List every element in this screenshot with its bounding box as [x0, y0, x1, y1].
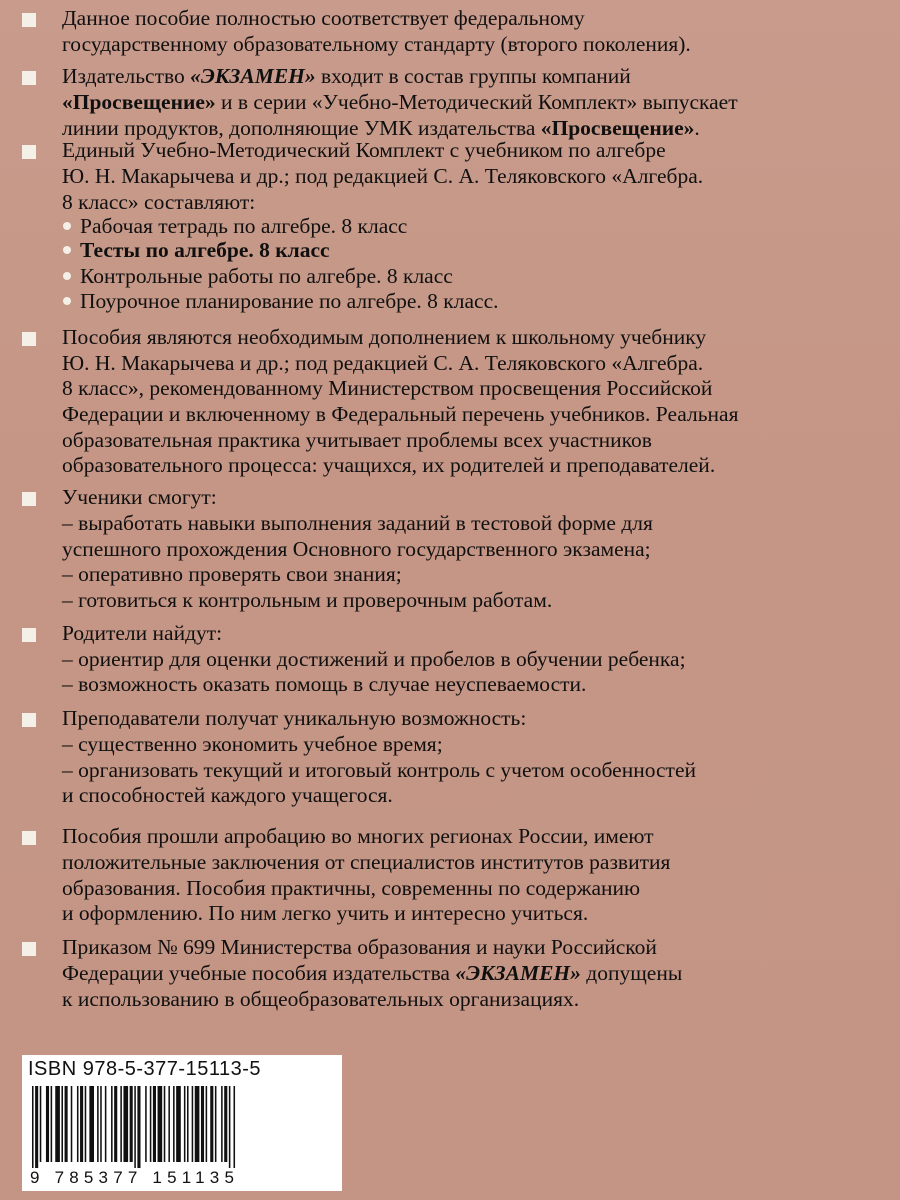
barcode-bar — [224, 1086, 227, 1162]
barcode-bar — [215, 1086, 217, 1162]
barcode-bar — [32, 1086, 34, 1168]
barcode-bar — [100, 1086, 102, 1162]
barcode-bar — [55, 1086, 60, 1162]
text-line: государственному образовательному стандарту (второго поколения). — [62, 32, 691, 56]
square-bullet-icon — [22, 13, 36, 27]
text-line: образовательного процесса: учащихся, их родителей и преподавателей. — [62, 453, 716, 477]
barcode-bar — [137, 1086, 140, 1168]
barcode-bar — [229, 1086, 231, 1168]
list-item: Рабочая тетрадь по алгебре. 8 класс — [80, 214, 408, 238]
text-line: – выработать навыки выполнения заданий в тестовой форме для — [62, 511, 653, 535]
barcode-bar — [97, 1086, 99, 1162]
dot-bullet-icon — [63, 246, 71, 254]
text-line: 8 класс» составляют: — [62, 190, 256, 214]
list-item: Контрольные работы по алгебре. 8 класс — [80, 264, 453, 288]
text-fragment: Издательство — [62, 64, 191, 88]
square-bullet-icon — [22, 713, 36, 727]
barcode-bar — [210, 1086, 213, 1162]
text-line — [62, 960, 682, 986]
square-bullet-icon — [22, 71, 36, 85]
text-line: 8 класс», рекомендованному Министерством просвещения Российской — [62, 376, 713, 400]
text-line: к использованию в общеобразовательных организациях. — [62, 987, 580, 1011]
square-bullet-icon — [22, 831, 36, 845]
list-item: Тесты по алгебре. 8 класс — [80, 238, 330, 262]
text-line: Преподаватели получат уникальную возможность: — [62, 706, 527, 730]
text-line: – существенно экономить учебное время; — [62, 732, 443, 756]
barcode-bar — [89, 1086, 94, 1162]
text-line: Данное пособие полностью соответствует федеральному — [62, 6, 585, 30]
text-line: и оформлению. По ним легко учить и интересно учиться. — [62, 901, 589, 925]
text-fragment: линии продуктов, дополняющие УМК издательства — [62, 116, 541, 140]
text-line: Ю. Н. Макарычева и др.; под редакцией С. А. Теляковского «Алгебра. — [62, 164, 704, 188]
text-line: – оперативно проверять свои знания; — [62, 562, 402, 586]
text-line: Ученики смогут: — [62, 485, 217, 509]
barcode-bar — [176, 1086, 181, 1162]
barcode-bar — [35, 1086, 38, 1168]
barcode-bar — [234, 1086, 236, 1168]
publisher-name: «Просвещение» — [540, 116, 695, 140]
text-line: Пособия прошли апробацию во многих регионах России, имеют — [62, 824, 654, 848]
barcode-icon — [30, 1086, 330, 1168]
text-line: и способностей каждого учащегося. — [62, 783, 393, 807]
list-item: Поурочное планирование по алгебре. 8 класс. — [80, 289, 499, 313]
dot-bullet-icon — [63, 222, 71, 230]
publisher-name: «Просвещение» — [62, 90, 216, 114]
text-line: Родители найдут: — [62, 621, 223, 645]
barcode-bar — [195, 1086, 200, 1162]
dot-bullet-icon — [63, 297, 71, 305]
text-fragment: . — [694, 116, 700, 140]
barcode-bar — [120, 1086, 122, 1162]
barcode-bar — [192, 1086, 194, 1162]
barcode-bar — [164, 1086, 166, 1162]
barcode-bar — [184, 1086, 186, 1162]
text-line: Приказом № 699 Министерства образования и науки Российской — [62, 935, 657, 959]
text-line — [62, 63, 631, 89]
text-line: Пособия являются необходимым дополнением к школьному учебнику — [62, 325, 707, 349]
text-line: Ю. Н. Макарычева и др.; под редакцией С. А. Теляковского «Алгебра. — [62, 351, 704, 375]
text-fragment: входит в состав группы компаний — [315, 64, 631, 88]
barcode-bar — [150, 1086, 152, 1162]
text-fragment: допущены — [580, 961, 683, 985]
barcode-bar — [130, 1086, 133, 1162]
text-fragment: Федерации учебные пособия издательства — [62, 961, 456, 985]
text-line: Федерации и включенному в Федеральный перечень учебников. Реальная — [62, 402, 739, 426]
barcode-digits: 9 785377 151135 — [30, 1168, 240, 1187]
barcode-bar — [65, 1086, 68, 1162]
square-bullet-icon — [22, 492, 36, 506]
barcode-bar — [123, 1086, 128, 1162]
barcode-bar — [61, 1086, 63, 1162]
barcode-bar — [153, 1086, 156, 1162]
barcode-bar — [114, 1086, 117, 1162]
text-line: Единый Учебно-Методический Комплект с учебником по алгебре — [62, 138, 666, 162]
text-line: успешного прохождения Основного государственного экзамена; — [62, 537, 651, 561]
brand-name: «ЭКЗАМЕН» — [455, 961, 581, 985]
square-bullet-icon — [22, 332, 36, 346]
square-bullet-icon — [22, 145, 36, 159]
dot-bullet-icon — [63, 272, 71, 280]
square-bullet-icon — [22, 942, 36, 956]
text-line: – организовать текущий и итоговый контроль с учетом особенностей — [62, 758, 696, 782]
text-line: положительные заключения от специалистов институтов развития — [62, 850, 671, 874]
text-line: – возможность оказать помощь в случае неуспеваемости. — [62, 672, 587, 696]
square-bullet-icon — [22, 628, 36, 642]
text-line — [62, 89, 738, 115]
text-line: – ориентир для оценки достижений и пробелов в обучении ребенка; — [62, 647, 686, 671]
barcode-bar — [201, 1086, 204, 1162]
barcode-bar — [158, 1086, 163, 1162]
barcode-bar — [80, 1086, 83, 1162]
barcode-bar — [46, 1086, 49, 1162]
barcode-bar — [40, 1086, 42, 1162]
barcode-bar — [77, 1086, 79, 1162]
barcode-bar — [221, 1086, 223, 1162]
text-line: – готовиться к контрольным и проверочным работам. — [62, 588, 553, 612]
text-line: образования. Пособия практичны, современны по содержанию — [62, 876, 641, 900]
barcode-bar — [51, 1086, 53, 1162]
text-line: образовательная практика учитывает проблемы всех участников — [62, 428, 652, 452]
barcode-bar — [206, 1086, 208, 1162]
barcode-bar — [168, 1086, 170, 1162]
isbn-label: ISBN 978-5-377-15113-5 — [28, 1058, 261, 1080]
barcode-bar — [173, 1086, 175, 1162]
barcode-bar — [85, 1086, 87, 1162]
barcode-bar — [145, 1086, 147, 1162]
barcode-bar — [111, 1086, 113, 1162]
barcode-bar — [187, 1086, 189, 1162]
text-fragment: и в серии «Учебно-Методический Комплект» выпускает — [215, 90, 738, 114]
barcode-bar — [134, 1086, 136, 1168]
barcode-bar — [71, 1086, 73, 1162]
brand-name: «ЭКЗАМЕН» — [190, 64, 316, 88]
barcode-bar — [105, 1086, 107, 1162]
